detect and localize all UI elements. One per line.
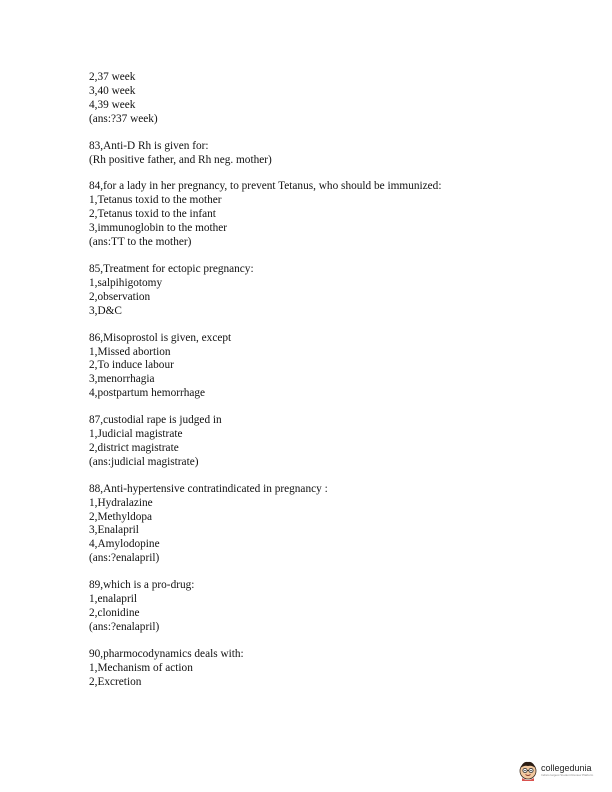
option-line: 4,postpartum hemorrhage — [89, 387, 206, 400]
question-86 — [89, 332, 589, 402]
option-line: 2,Methyldopa — [89, 510, 153, 523]
option-line: 1,Judicial magistrate — [89, 428, 183, 441]
brand-name: collegedunia — [541, 763, 592, 773]
text-block — [89, 71, 589, 127]
text-line: 2,37 week — [89, 71, 136, 83]
option-line: 2,observation — [89, 290, 151, 303]
question-text: 86,Misoprostol is given, except — [89, 331, 232, 344]
option-line: 2,district magistrate — [89, 441, 179, 454]
question-84 — [89, 180, 589, 250]
question-text: 83,Anti-D Rh is given for: — [89, 139, 209, 152]
option-line: 2,To induce labour — [89, 359, 174, 372]
question-text: 88,Anti-hypertensive contratindicated in pregnancy : — [89, 482, 328, 495]
text-line: 4,39 week — [89, 98, 136, 111]
option-line: 1,salpihigotomy — [89, 276, 163, 289]
option-line: 1,Mechanism of action — [89, 661, 193, 674]
question-89 — [89, 579, 589, 635]
question-text: 85,Treatment for ectopic pregnancy: — [89, 262, 254, 275]
option-line: 1,Tetanus toxid to the mother — [89, 194, 222, 207]
answer-line: (Rh positive father, and Rh neg. mother) — [89, 153, 272, 166]
option-line: 1,Missed abortion — [89, 345, 171, 358]
question-90 — [89, 648, 589, 690]
question-text: 87,custodial rape is judged in — [89, 414, 222, 427]
option-line: 2,clonidine — [89, 607, 140, 619]
answer-line: (ans:TT to the mother) — [89, 236, 192, 249]
logo-text — [541, 763, 593, 777]
option-line: 2,Excretion — [89, 675, 142, 688]
answer-line: (ans:?37 week) — [89, 112, 158, 125]
option-line: 3,D&C — [89, 304, 122, 317]
answer-line: (ans:judicial magistrate) — [89, 455, 199, 468]
option-line: 3,menorrhagia — [89, 373, 155, 386]
option-line: 4,Amylodopine — [89, 538, 160, 551]
question-87 — [89, 414, 589, 470]
question-88 — [89, 483, 589, 566]
brand-tagline: India's largest Student Review Platform — [541, 773, 594, 777]
answer-line: (ans:?enalapril) — [89, 552, 160, 565]
student-mascot-icon — [518, 759, 538, 781]
answer-line: (ans:?enalapril) — [89, 620, 160, 633]
question-text: 90,pharmocodynamics deals with: — [89, 647, 244, 660]
question-83 — [89, 140, 589, 168]
document-body — [89, 71, 589, 703]
text-line: 3,40 week — [89, 84, 136, 97]
question-text: 84,for a lady in her pregnancy, to prevent Tetanus, who should be immunized: — [89, 180, 442, 193]
option-line: 3,Enalapril — [89, 524, 139, 537]
option-line: 1,Hydralazine — [89, 496, 153, 509]
question-text: 89,which is a pro-drug: — [89, 579, 195, 592]
collegedunia-logo — [518, 756, 604, 784]
option-line: 3,immunoglobin to the mother — [89, 222, 228, 235]
option-line: 1,enalapril — [89, 593, 137, 606]
option-line: 2,Tetanus toxid to the infant — [89, 208, 216, 221]
question-85 — [89, 263, 589, 319]
